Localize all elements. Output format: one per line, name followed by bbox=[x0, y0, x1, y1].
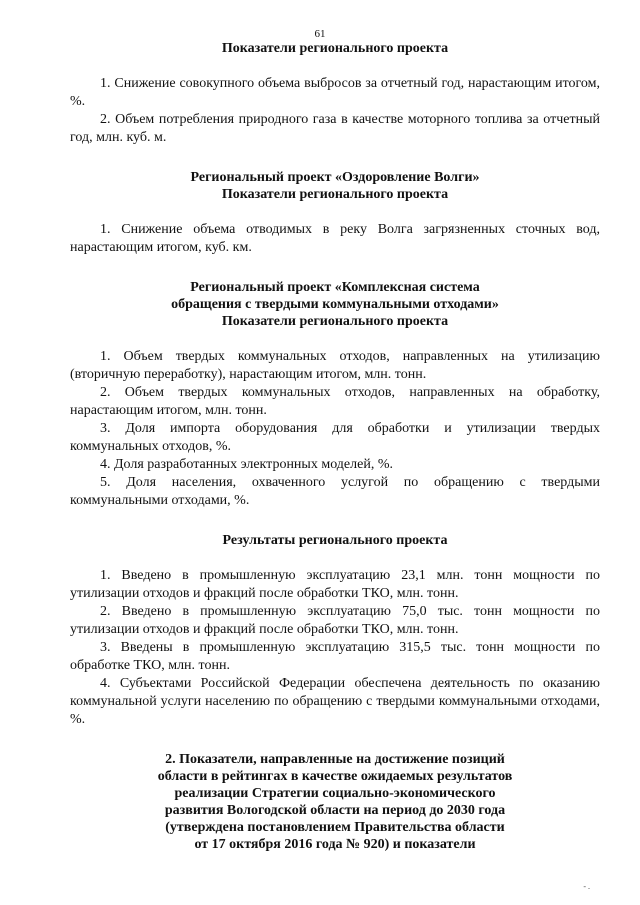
heading-line: Показатели регионального проекта bbox=[221, 187, 449, 202]
section-heading bbox=[70, 532, 600, 549]
section-results bbox=[70, 532, 600, 729]
heading-line: области в рейтингах в качестве ожидаемых результатов bbox=[157, 769, 513, 784]
list-item: 1. Введено в промышленную эксплуатацию 23,1 млн. тонн мощности по утилизации отходов и фракций после обработки ТКО, млн. тонн. bbox=[70, 568, 600, 601]
heading-line: реализации Стратегии социально-экономического bbox=[174, 786, 496, 801]
heading-line: развития Вологодской области на период до 2030 года bbox=[164, 803, 506, 818]
list-item: 5. Доля населения, охваченного услугой по обращению с твердыми коммунальными отходами, %. bbox=[70, 475, 600, 508]
list-item: 2. Объем твердых коммунальных отходов, направленных на обработку, нарастающим итогом, млн. тонн. bbox=[70, 385, 600, 418]
corner-mark: - . bbox=[583, 882, 590, 891]
list-item: 2. Введено в промышленную эксплуатацию 75,0 тыс. тонн мощности по утилизации отходов и фракций после обработки ТКО, млн. тонн. bbox=[70, 604, 600, 637]
section-heading bbox=[70, 40, 600, 57]
section-heading bbox=[70, 169, 600, 203]
section-emissions bbox=[70, 40, 600, 147]
list-item: 3. Введены в промышленную эксплуатацию 315,5 тыс. тонн мощности по обработке ТКО, млн. тонн. bbox=[70, 640, 600, 673]
heading-line: Показатели регионального проекта bbox=[221, 41, 449, 56]
list-item: 1. Снижение совокупного объема выбросов за отчетный год, нарастающим итогом, %. bbox=[70, 76, 600, 109]
section-waste-system bbox=[70, 279, 600, 510]
heading-line: (утверждена постановлением Правительства области bbox=[165, 820, 505, 835]
heading-line: Региональный проект «Комплексная система bbox=[190, 280, 480, 295]
page-content bbox=[70, 40, 600, 853]
page-number: 61 bbox=[314, 28, 326, 40]
heading-line: от 17 октября 2016 года № 920) и показатели bbox=[194, 837, 476, 852]
heading-line: Результаты регионального проекта bbox=[222, 533, 448, 548]
section-heading bbox=[70, 279, 600, 330]
heading-line: обращения с твердыми коммунальными отходами» bbox=[171, 297, 499, 312]
heading-line: Показатели регионального проекта bbox=[221, 314, 449, 329]
list-item: 4. Доля разработанных электронных моделей, %. bbox=[100, 457, 393, 472]
list-item: 3. Доля импорта оборудования для обработки и утилизации твердых коммунальных отходов, %. bbox=[70, 421, 600, 454]
heading-line: Региональный проект «Оздоровление Волги» bbox=[190, 170, 480, 185]
section-volga bbox=[70, 169, 600, 257]
list-item: 1. Снижение объема отводимых в реку Волга загрязненных сточных вод, нарастающим итогом, куб. км. bbox=[70, 222, 600, 255]
heading-line: 2. Показатели, направленные на достижение позиций bbox=[165, 752, 505, 767]
list-item: 4. Субъектами Российской Федерации обеспечена деятельность по оказанию коммунальной услуги населению по обращению с твердыми коммунальными отходами, %. bbox=[70, 676, 600, 727]
list-item: 2. Объем потребления природного газа в качестве моторного топлива за отчетный год, млн. куб. м. bbox=[70, 112, 600, 145]
list-item: 1. Объем твердых коммунальных отходов, направленных на утилизацию (вторичную переработку), нарастающим итогом, млн. тонн. bbox=[70, 349, 600, 382]
final-section-heading bbox=[70, 751, 600, 853]
